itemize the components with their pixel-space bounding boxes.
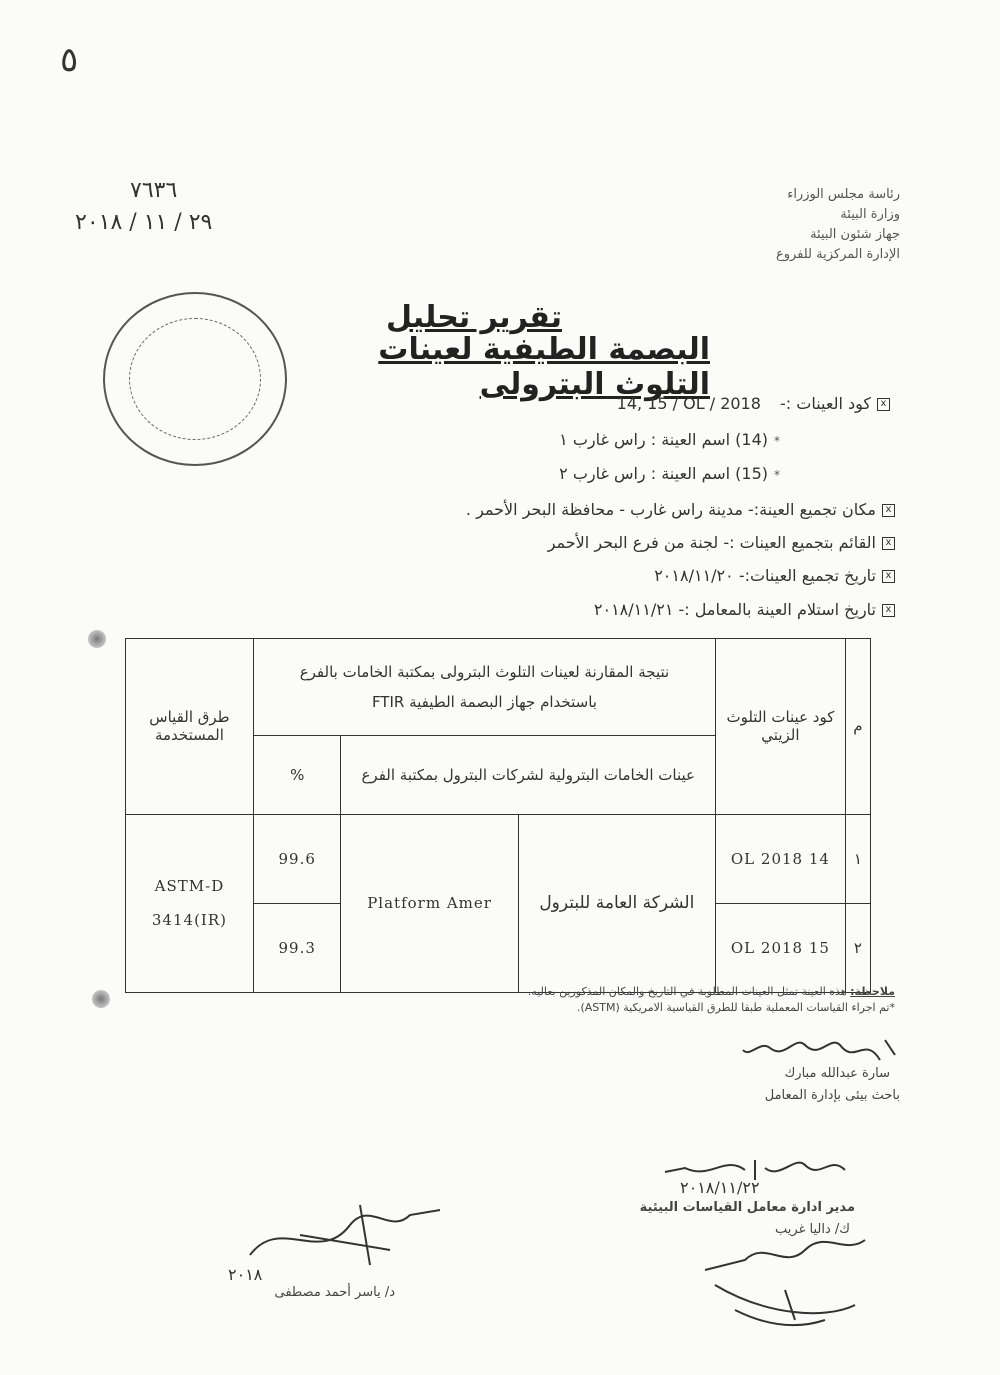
header-line: جهاز شئون البيئة — [810, 227, 900, 242]
ministry-header — [700, 185, 900, 265]
sample-code-value: 14, 15 / OL / 2018 — [616, 394, 761, 413]
percent-cell: 99.3 — [253, 903, 341, 992]
manager-signature-date: ٢٠١٨/١١/٢٢ — [680, 1178, 760, 1197]
checkbox-icon: x — [877, 398, 890, 411]
checkbox-icon: x — [882, 604, 895, 617]
row-number: ٢ — [845, 903, 870, 992]
manager-name: ك/ داليا غريب — [775, 1222, 850, 1237]
sample-code-cell: 14 OL 2018 — [715, 814, 845, 903]
col-crude-header: عينات الخامات البترولية لشركات البترول بمكتبة الفرع — [341, 736, 716, 815]
sample-collector — [400, 533, 895, 552]
col-method-header: طرق القياس المستخدمة — [126, 639, 254, 815]
receipt-date — [400, 600, 895, 619]
company-cell: الشركة العامة للبترول — [518, 814, 715, 992]
receipt-date-text: تاريخ استلام العينة بالمعامل :- ٢٠١٨/١١/٢١ — [593, 600, 876, 619]
sample-14-name: *(14) اسم العينة : راس غارب ١ — [559, 430, 780, 449]
head-name: د/ ياسر أحمد مصطفى — [274, 1285, 395, 1300]
punch-hole — [92, 990, 110, 1008]
analyst-name: سارة عبدالله مبارك — [784, 1066, 890, 1081]
table-row — [126, 814, 871, 903]
platform-cell: Platform Amer — [341, 814, 518, 992]
sample-14-text: (14) اسم العينة : راس غارب ١ — [559, 430, 768, 449]
note-line: هذه العينة تمثل العينات المطلوبة في التاريخ والمكان المذكورين بعاليه. — [527, 985, 847, 998]
reference-date: ٢٩ / ١١ / ٢٠١٨ — [75, 210, 213, 235]
method-cell: ASTM-D 3414(IR) — [126, 814, 254, 992]
report-title: تقرير تحليل — [385, 300, 562, 335]
sample-15-text: (15) اسم العينة : راس غارب ٢ — [559, 464, 768, 483]
reference-number: ٧٦٣٦ — [130, 178, 178, 203]
notes — [470, 984, 895, 1016]
report-subtitle: البصمة الطيفية لعينات التلوث البترولى — [378, 332, 710, 402]
checkbox-icon: x — [882, 504, 895, 517]
notes-label: ملاحظة: — [850, 985, 895, 998]
sample-15-name: *(15) اسم العينة : راس غارب ٢ — [559, 464, 780, 483]
collection-location — [400, 500, 895, 519]
analyst-title: باحث بيئى بإدارة المعامل — [764, 1088, 900, 1103]
sample-code-label: كود العينات :- — [780, 394, 871, 413]
director-signature — [675, 1225, 875, 1335]
checkbox-icon: x — [882, 537, 895, 550]
note-line: *تم اجراء القياسات المعملية طبقا للطرق القياسية الامريكية (ASTM). — [576, 1001, 895, 1014]
col-result-header: نتيجة المقارنة لعينات التلوث البترولى بمكتبة الخامات بالفرع باستخدام جهاز البصمة الطيفية FTIR — [253, 639, 715, 736]
sample-code-field — [560, 394, 890, 413]
official-stamp — [103, 292, 287, 466]
sample-collector-text: القائم بتجميع العينات :- لجنة من فرع البحر الأحمر — [547, 533, 876, 552]
collection-date-text: تاريخ تجميع العينات:- ٢٠١٨/١١/٢٠ — [654, 566, 876, 585]
sample-code-cell: 15 OL 2018 — [715, 903, 845, 992]
row-number: ١ — [845, 814, 870, 903]
analyst-signature — [735, 1030, 905, 1070]
page-number: ٥ — [60, 40, 79, 80]
manager-title: مدير ادارة معامل القياسات البيئية — [639, 1200, 855, 1215]
header-line: وزارة البيئة — [840, 207, 900, 222]
head-signature-date: ٢٠١٨ — [228, 1265, 263, 1284]
percent-cell: 99.6 — [253, 814, 341, 903]
col-number-header: م — [845, 639, 870, 815]
col-code-header: كود عينات التلوث الزيتي — [715, 639, 845, 815]
head-signature — [240, 1195, 470, 1275]
checkbox-icon: x — [882, 570, 895, 583]
col-percent-header: % — [253, 736, 341, 815]
collection-location-text: مكان تجميع العينة:- مدينة راس غارب - محافظة البحر الأحمر . — [465, 500, 876, 519]
collection-date — [400, 566, 895, 585]
header-line: رئاسة مجلس الوزراء — [787, 187, 900, 202]
header-line: الإدارة المركزية للفروع — [775, 247, 900, 262]
punch-hole — [88, 630, 106, 648]
results-table — [125, 638, 871, 993]
